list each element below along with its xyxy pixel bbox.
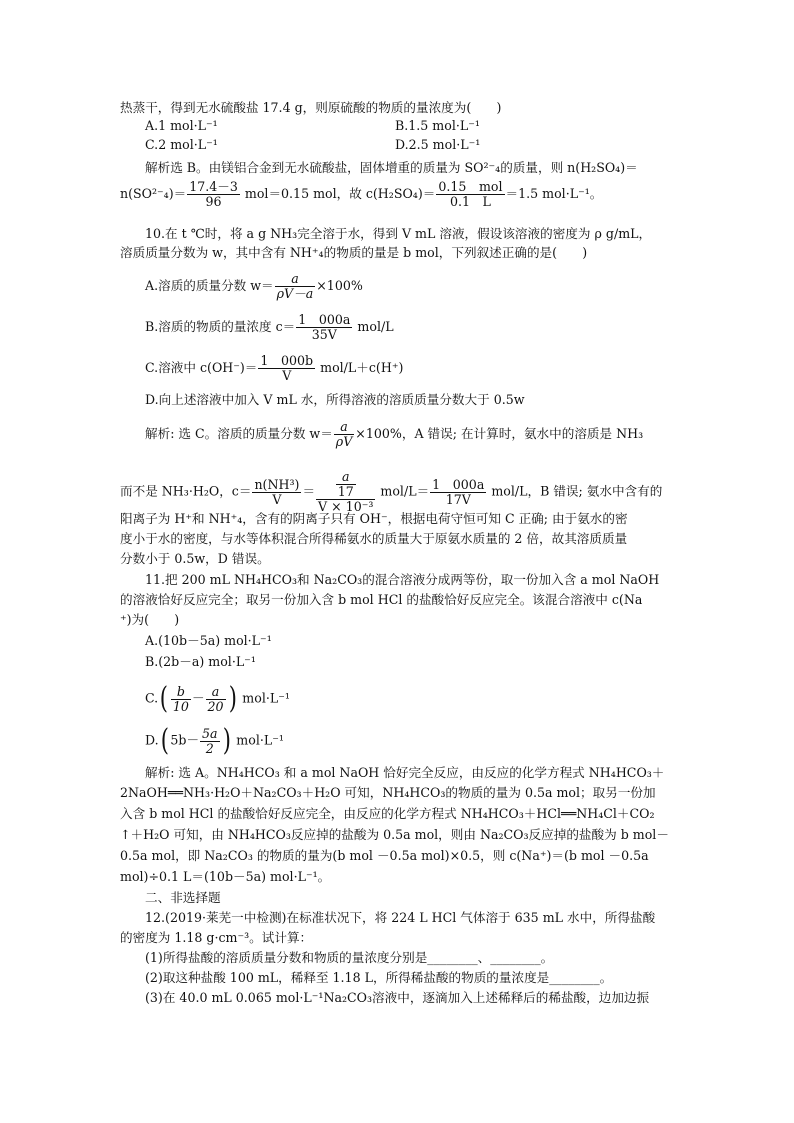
q10-analysis-2-f3-den: 17V — [445, 491, 471, 507]
q10-option-b-fraction — [296, 313, 352, 342]
q9-fraction-1 — [187, 180, 240, 209]
q9-analysis-line-2 — [120, 180, 602, 209]
q10-option-c-num: 1 000b — [260, 353, 314, 368]
q10-analysis-2-fraction-1 — [252, 478, 301, 507]
q10-analysis-2-f1-den: V — [272, 491, 282, 507]
q11-option-c-lparen: ( — [159, 681, 169, 716]
q11-option-d-post: mol·L⁻¹ — [232, 732, 284, 748]
q10-analysis-2-post: mol/L，B 错误; 氨水中含有的 — [487, 483, 663, 499]
q11-option-c-pre: C. — [145, 690, 159, 706]
q10-option-b-num: 1 000a — [298, 312, 351, 327]
q10-option-a-pre: A.溶质的质量分数 w＝ — [145, 278, 274, 293]
q10-option-a — [145, 272, 363, 301]
q9-option-d: D.2.5 mol·L⁻¹ — [395, 137, 481, 152]
q9-fraction-2-num: 0.15 mol — [438, 179, 503, 194]
q10-stem-line-1: 10.在 t ℃时，将 a g NH₃完全溶于水，得到 V mL 溶液，假设该溶液的密度为 ρ g/mL， — [145, 226, 652, 241]
q10-analysis-2-f2-inner — [336, 470, 356, 499]
q11-option-c-f2-num: a — [206, 685, 226, 700]
q10-analysis-2-f1-num: n(NH³) — [254, 476, 300, 492]
q10-analysis-1-post: ×100%，A 错误; 在计算时，氨水中的溶质是 NH₃ — [355, 426, 644, 441]
q11-option-d-mid: 5b－ — [170, 732, 200, 748]
q12-stem-line-2: 的密度为 1.18 g·cm⁻³。试计算： — [120, 930, 313, 945]
q10-option-c-den: V — [282, 368, 292, 383]
section-heading: 二、非选择题 — [145, 890, 221, 905]
q12-subquestion-2: (2)取这种盐酸 100 mL，稀释至 1.18 L，所得稀盐酸的物质的量浓度是________。 — [145, 970, 613, 985]
q11-option-c-minus: － — [191, 690, 205, 706]
q10-option-b-post: mol/L — [353, 319, 394, 334]
q9-option-a: A.1 mol·L⁻¹ — [145, 118, 218, 133]
q11-option-d-pre: D. — [145, 732, 159, 748]
q11-analysis-line-2: 2NaOH══NH₃·H₂O＋Na₂CO₃＋H₂O 可知，NH₄HCO₃的物质的量为 0.5a mol；取另一份加 — [120, 785, 656, 800]
q10-option-b — [145, 313, 394, 342]
q10-analysis-2-mid: mol/L＝ — [376, 483, 430, 499]
q12-subquestion-1: (1)所得盐酸的溶质质量分数和物质的量浓度分别是________、________。 — [145, 950, 554, 965]
q10-option-a-post: ×100% — [316, 278, 363, 293]
q11-option-d-lparen: ( — [160, 723, 169, 758]
q9-fraction-2-den: 0.1 L — [449, 194, 491, 209]
q9-fraction-1-den: 96 — [205, 194, 222, 209]
q10-analysis-2-pre: 而不是 NH₃·H₂O，c＝ — [120, 483, 252, 499]
q11-option-c-f2-den: 20 — [207, 698, 224, 714]
q9-fraction-2 — [436, 180, 504, 209]
q10-option-b-pre: B.溶质的物质的量浓度 c＝ — [145, 319, 296, 334]
q11-stem-line-2: 的溶液恰好反应完全；取另一份加入含 b mol HCl 的盐酸恰好反应完全。该混合溶液中 c(Na — [120, 592, 643, 607]
q10-option-c — [145, 354, 403, 383]
q10-analysis-2-fraction-2 — [316, 470, 375, 514]
q11-option-d — [145, 723, 284, 758]
q10-stem-line-2: 溶质质量分数为 w，其中含有 NH⁺₄的物质的量是 b mol，下列叙述正确的是( ) — [120, 245, 588, 260]
q11-option-c-fraction-2 — [206, 685, 226, 714]
q11-analysis-line-5: 0.5a mol，即 Na₂CO₃ 的物质的量为(b mol －0.5a mol)×0.5，则 c(Na⁺)＝(b mol －0.5a — [120, 848, 649, 863]
q11-option-c-fraction-1 — [171, 685, 191, 714]
q10-option-c-pre: C.溶液中 c(OH⁻)＝ — [145, 360, 258, 375]
q9-option-c: C.2 mol·L⁻¹ — [145, 137, 218, 152]
q11-option-d-rparen: ) — [222, 723, 231, 758]
q10-analysis-line-4: 度小于水的密度，与水等体积混合所得稀氨水的质量大于原氨水质量的 2 倍，故其溶质质量 — [120, 531, 628, 546]
q11-option-c-f1-num: b — [171, 685, 191, 700]
q10-option-c-post: mol/L＋c(H⁺) — [316, 360, 404, 375]
q11-option-a: A.(10b－5a) mol·L⁻¹ — [145, 633, 272, 648]
q11-analysis-line-4: ↑＋H₂O 可知，由 NH₄HCO₃反应掉的盐酸为 0.5a mol，则由 Na₂CO₃反应掉的盐酸为 b mol－ — [120, 827, 669, 842]
q12-subquestion-3: (3)在 40.0 mL 0.065 mol·L⁻¹Na₂CO₃溶液中，逐滴加入上述稀释后的稀盐酸，边加边振 — [145, 990, 650, 1005]
q10-option-a-num: a — [275, 272, 316, 287]
q10-option-a-den: ρV－a — [276, 286, 314, 301]
q10-analysis-line-3: 阳离子为 H⁺和 NH⁺₄，含有的阴离子只有 OH⁻，根据电荷守恒可知 C 正确; 由于氨水的密 — [120, 511, 628, 526]
q11-option-c — [145, 681, 290, 716]
q11-option-c-rparen: ) — [228, 681, 237, 716]
q9-analysis-text-c: ＝1.5 mol·L⁻¹。 — [505, 186, 603, 201]
q10-analysis-2-f2-den: V × 10⁻³ — [318, 499, 374, 514]
q11-option-b: B.(2b－a) mol·L⁻¹ — [145, 654, 256, 669]
q11-stem-line-1: 11.把 200 mL NH₄HCO₃和 Na₂CO₃的混合溶液分成两等份，取一份加入含 a mol NaOH — [145, 572, 660, 587]
q10-analysis-1-pre: 解析: 选 C。溶质的质量分数 w＝ — [145, 426, 333, 441]
q10-analysis-1-fraction — [334, 420, 355, 449]
q10-analysis-2-f2-num — [316, 470, 375, 500]
q10-analysis-line-2 — [120, 470, 662, 514]
q10-option-d: D.向上述溶液中加入 V mL 水，所得溶液的溶质质量分数大于 0.5w — [145, 392, 525, 407]
q10-analysis-2-f2-inner-den: 17 — [337, 484, 354, 499]
q11-analysis-line-3: 入含 b mol HCl 的盐酸恰好反应完全，由反应的化学方程式 NH₄HCO₃＋HCl══NH₄Cl＋CO₂ — [120, 806, 655, 821]
q10-analysis-line-1 — [145, 420, 643, 449]
q10-analysis-2-eq: ＝ — [302, 483, 316, 499]
q10-analysis-2-f3-num: 1 000a — [432, 476, 485, 492]
q10-option-c-fraction — [258, 354, 315, 383]
q9-stem-line: 热蒸干，得到无水硫酸盐 17.4 g，则原硫酸的物质的量浓度为( ) — [120, 100, 502, 115]
q9-analysis-text-a: n(SO²⁻₄)＝ — [120, 186, 187, 201]
q10-analysis-2-f2-inner-num: a — [336, 470, 356, 485]
q11-option-d-fraction — [200, 727, 220, 756]
q9-option-b: B.1.5 mol·L⁻¹ — [395, 118, 480, 133]
q10-analysis-1-den: ρV — [335, 434, 353, 449]
q10-analysis-line-5: 分数小于 0.5w，D 错误。 — [120, 551, 270, 566]
q9-analysis-text-b: mol＝0.15 mol，故 c(H₂SO₄)＝ — [240, 186, 436, 201]
q9-analysis-line-1: 解析选 B。由镁铝合金到无水硫酸盐，固体增重的质量为 SO²⁻₄的质量，则 n(H₂SO₄)＝ — [145, 160, 638, 175]
q11-option-c-f1-den: 10 — [172, 698, 189, 714]
q12-stem-line-1: 12.(2019·莱芜一中检测)在标准状况下，将 224 L HCl 气体溶于 635 mL 水中，所得盐酸 — [145, 910, 656, 925]
q9-fraction-1-num: 17.4－3 — [189, 179, 238, 194]
q10-option-a-fraction — [275, 272, 316, 301]
q10-option-b-den: 35V — [311, 327, 337, 342]
q11-analysis-line-6: mol)÷0.1 L＝(10b－5a) mol·L⁻¹。 — [120, 869, 331, 884]
q11-stem-line-3: ⁺)为( ) — [120, 612, 180, 627]
q11-option-c-post: mol·L⁻¹ — [238, 690, 290, 706]
q10-analysis-2-fraction-3 — [430, 478, 486, 507]
q10-analysis-1-num: a — [334, 420, 355, 435]
q11-option-d-den: 2 — [205, 740, 214, 756]
q11-analysis-line-1: 解析: 选 A。NH₄HCO₃ 和 a mol NaOH 恰好完全反应，由反应的化学方程式 NH₄HCO₃＋ — [145, 765, 665, 780]
q11-option-d-num: 5a — [202, 725, 218, 741]
